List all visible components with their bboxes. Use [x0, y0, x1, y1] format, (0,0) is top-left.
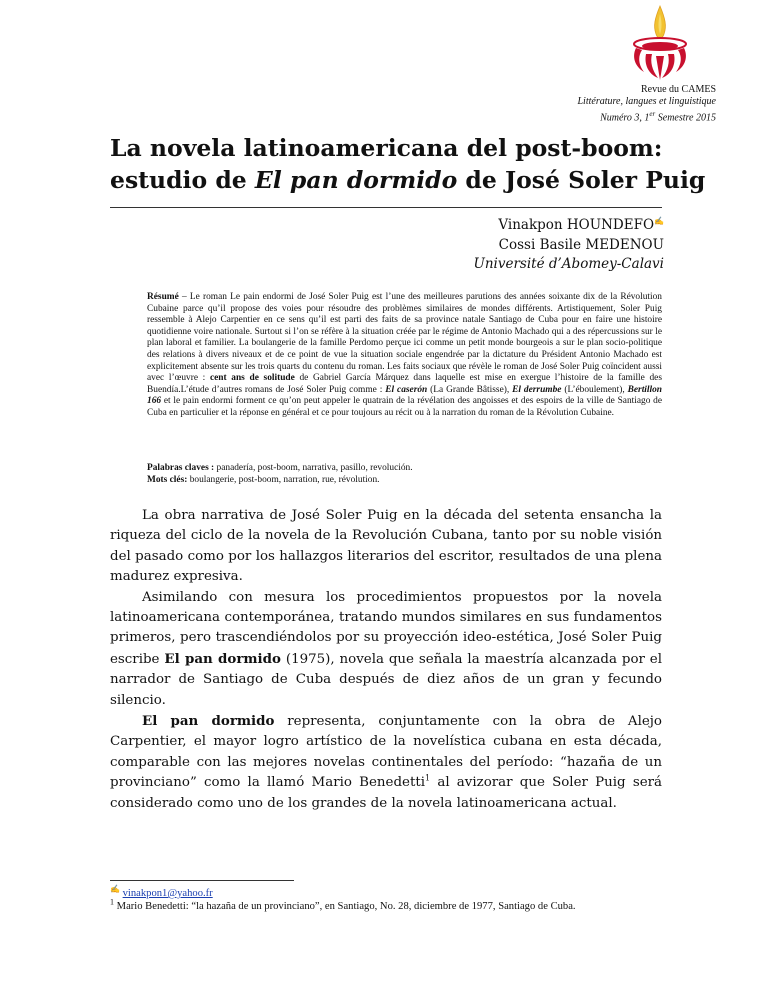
- affiliation: Université d’Abomey-Calavi: [473, 256, 664, 272]
- article-body: [110, 506, 662, 814]
- paragraph-3: El pan dormido representa, conjuntamente con la obra de Alejo Carpentier, el mayor logro artístico de la novelística cubana en esta década, comparable con las mejores novelas continentales del período: “hazaña de un provinciano” como la llamó Mario Benedetti$^1$ al avizorar que Soler Puig será considerado como uno de los grandes de la novela latinoamericana actual.: [110, 713, 662, 811]
- journal-subtitle: Littérature, langues et linguistique: [577, 96, 716, 107]
- footnote-ref: 1: [425, 773, 431, 783]
- title-line-1: La novela latinoamericana del post-boom:: [110, 134, 663, 162]
- footnote-email: [110, 884, 662, 900]
- title-book-name: El pan dormido: [254, 166, 458, 194]
- pen-icon: ✍: [110, 884, 120, 894]
- journal-name: Revue du CAMES: [641, 84, 716, 95]
- paragraph-2: Asimilando con mesura los procedimientos propuestos por la novela latinoamericana contemporánea, tratando mundos similares en sus fundamentos primeros, pero trascendiéndolos por su proyección ideo-estética, José Soler Puig escribe El pan dormido (1975), novela que señala la maestría alcanzada por el narrador de Santiago de Cuba después de diez años de un gran y fecundo silencio.: [110, 589, 663, 708]
- footnotes: [110, 884, 662, 913]
- keywords-fr: Mots clés: boulangerie, post-boom, narration, rue, révolution.: [147, 474, 380, 485]
- footnote-mark-icon: ✍: [654, 216, 664, 226]
- keywords-es: Palabras claves : panadería, post-boom, narrativa, pasillo, revolución.: [147, 463, 413, 473]
- paragraph-1: La obra narrativa de José Soler Puig en la década del setenta ensancha la riqueza del ciclo de la novela de la Revolución Cubana, tanto por su noble visión del pasado como por los hallazgos literarios del escritor, resultados de una plena madurez expresiva.: [110, 508, 662, 585]
- footnote-divider: [110, 880, 294, 881]
- author-1: Vinakpon HOUNDEFO✍: [498, 216, 664, 233]
- journal-issue: Numéro 3, 1er Semestre 2015: [600, 110, 716, 124]
- authors-block: [473, 216, 664, 275]
- author-2: Cossi Basile MEDENOU: [498, 236, 664, 253]
- keywords-block: [147, 463, 662, 486]
- article-title: La novela latinoamericana del post-boom: estudio de El pan dormido de José Soler Puig: [110, 134, 706, 194]
- email-link[interactable]: vinakpon1@yahoo.fr: [122, 888, 213, 899]
- title-divider: [110, 207, 662, 208]
- abstract: Résumé – Le roman Le pain endormi de José Soler Puig est l’une des meilleures parutions des années soixante dix de la Révolution Cubaine parce qu’il propose des voies pour résoudre des problèmes similaires de mondes différents. Artistiquement, Soler Puig ressemble à Alejo Carpentier en ce sens qu’il est parti des faits de sa province natale Santiago de Cuba pour en faire une histoire quotidienne voire nationale. Surtout si l’on se réfère à la situation créée par le régime de Antonio Machado qui a des répercussions sur le plan laboral et familier. La boulangerie de la famille Perdomo perçue ici comme un petit monde bourgeois a sur le plan socio-politique des relations à divers niveaux et de ce point de vue la situation sociale engendrée par la dictature du Président Antonio Machado est explicitement absente sur les trois quarts du contenu du roman. Les faits sociaux que révèle le roman de José Soler Puig coïncident aussi avec l’œuvre : cent ans de solitude de Gabriel García Márquez dans laquelle est mise en exergue l’histoire de la famille des Buendía.L’étude d’autres romans de José Soler Puig comme : El caserón (La Grande Bâtisse), El derrumbe (L’éboulement), Bertillon 166 et le pain endormi forment ce qu’on peut appeler le quatrain de la révélation des angoisses et des espoirs de la ville de Santiago de Cuba en particulier et la réponse en général et ce pour toujours au récit ou à la narration du roman de la Révolution Cubaine.: [147, 292, 663, 418]
- footnote-1: $^1$ Mario Benedetti: “la hazaña de un provinciano”, en Santiago, No. 28, diciembre de 1977, Santiago de Cuba.: [110, 897, 576, 912]
- cames-logo-icon: [620, 4, 700, 86]
- journal-header: [577, 84, 716, 124]
- abstract-label: Résumé: [147, 292, 179, 302]
